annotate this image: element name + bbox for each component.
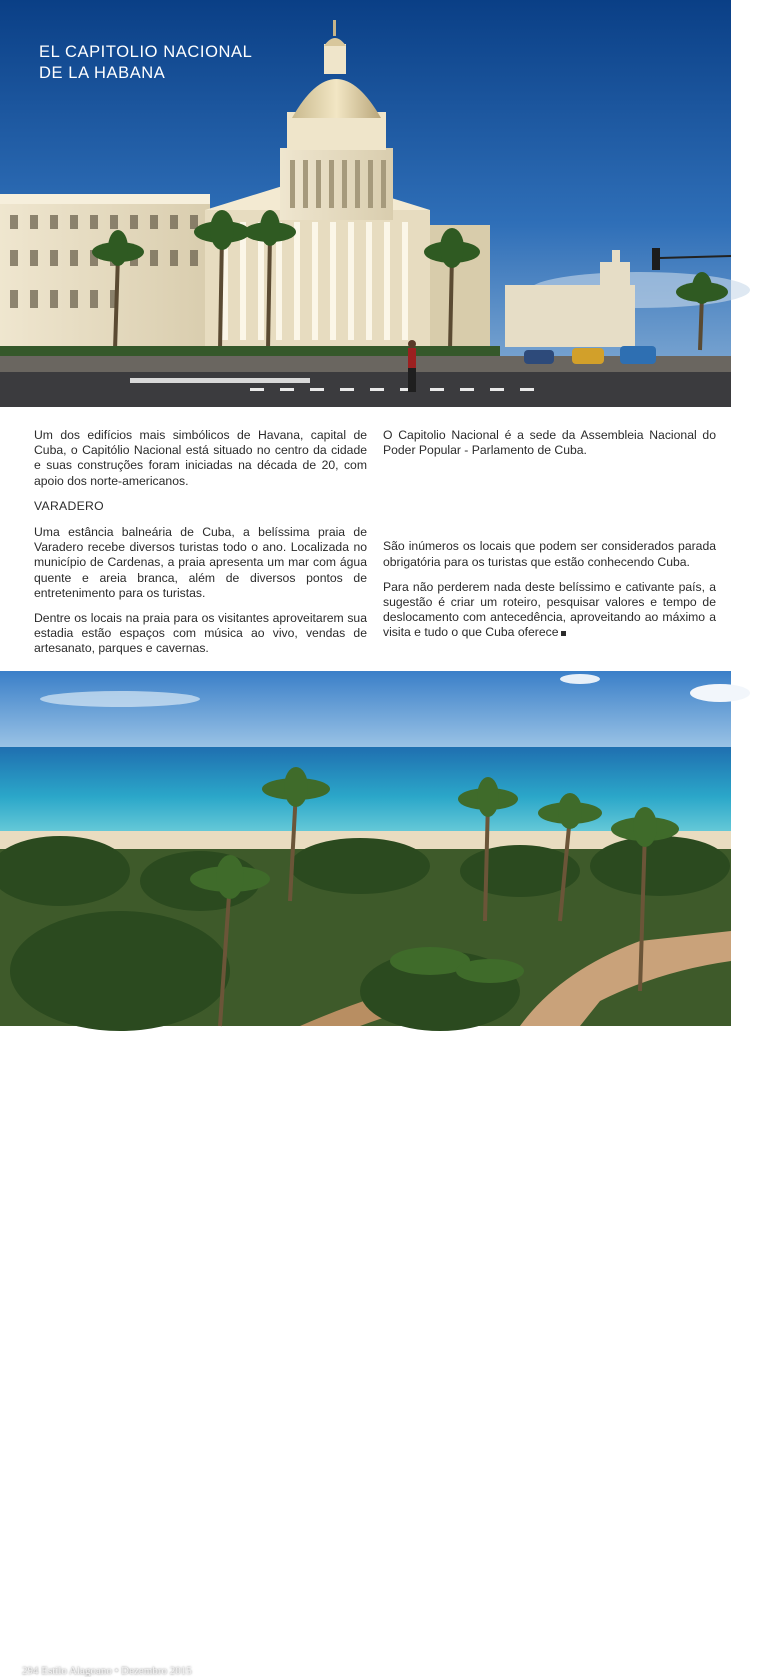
varadero-paragraph: Uma estância balneária de Cuba, a belíssima praia de Varadero recebe diversos turistas todo o ano. Localizada no município de Cardenas, a praia apresenta um mar com água quente e areia branca, além de diversos pontos de entretenimento para os turistas. (34, 525, 367, 600)
capitolio-photo (0, 0, 731, 407)
article-left-column (34, 428, 367, 667)
itinerary-paragraph (383, 580, 716, 641)
varadero-attractions-paragraph: Dentre os locais na praia para os visitantes aproveitarem sua estadia estão espaços com música ao vivo, vendas de artesanato, parques e cavernas. (34, 611, 367, 656)
hero-title-line-1: EL CAPITOLIO NACIONAL (39, 43, 253, 61)
varadero-heading: VARADERO (34, 498, 104, 513)
capitolio-paragraph: Um dos edifícios mais simbólicos de Havana, capital de Cuba, o Capitólio Nacional está situado no centro da cidade e suas construções foram iniciadas na década de 20, com apoio dos norte-americanos. (34, 428, 367, 488)
hero-title-line-2: DE LA HABANA (39, 64, 166, 82)
hero-title (39, 42, 252, 84)
page-folio: 294 Estilo Alagoano • Dezembro 2015 (22, 1665, 192, 1677)
varadero-photo (0, 671, 731, 1677)
stops-paragraph: São inúmeros os locais que podem ser considerados parada obrigatória para os turistas que estão conhecendo Cuba. (383, 539, 716, 569)
column-spacer (383, 468, 716, 539)
itinerary-text: Para não perderem nada deste belíssimo e cativante país, a sugestão é criar um roteiro, pesquisar valores e tempo de deslocamento com antecedência, aproveitando ao máximo a visita e tudo o que Cuba oferece (383, 579, 716, 640)
parliament-paragraph: O Capitolio Nacional é a sede da Assembleia Nacional do Poder Popular - Parlamento de Cuba. (383, 428, 716, 458)
end-of-article-mark (561, 631, 566, 636)
article-right-column (383, 428, 716, 651)
varadero-illustration (0, 671, 731, 1026)
